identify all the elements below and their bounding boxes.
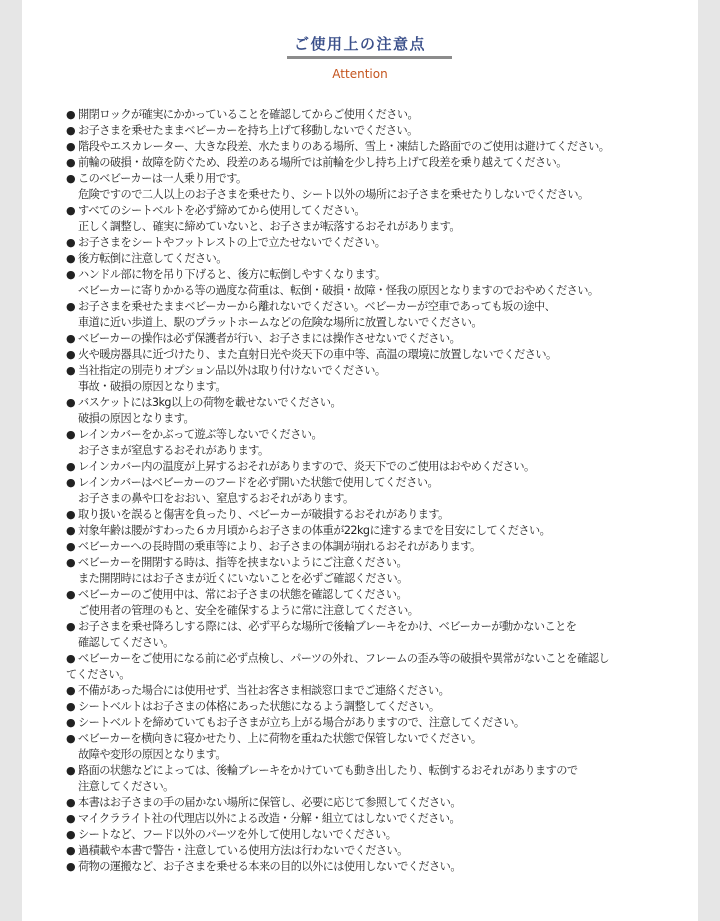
note-text: レインカバー内の温度が上昇するおそれがありますので、炎天下でのご使用はおやめください。 [78,460,535,473]
note-text: シートなど、フード以外のパーツを外して使用しないでください。 [78,828,397,841]
note-item [66,587,698,619]
note-text-continued: 危険ですので二人以上のお子さまを乗せたり、シート以外の場所にお子さまを乗せたりしないでください。 [78,188,589,201]
title-underline [287,56,452,59]
note-item [66,475,698,507]
attention-page [22,0,698,921]
note-text-continued: 破損の原因となります。 [78,412,195,425]
note-item [66,619,698,651]
note-text: 路面の状態などによっては、後輪ブレーキをかけていても動き出したり、転倒するおそれがありますので [78,764,578,777]
bullet-icon: ● [66,300,76,313]
note-item [66,507,698,523]
note-text: シートベルトはお子さまの体格にあった状態になるよう調整してください。 [78,700,440,713]
note-text: 対象年齢は腰がすわった６カ月頃からお子さまの体重が22kgに達するまでを目安にしてください。 [78,524,551,537]
note-text-continued: 故障や変形の原因となります。 [78,748,227,761]
bullet-icon: ● [66,428,76,441]
note-text-continued: ベビーカーに寄りかかる等の過度な荷重は、転倒・破損・故障・怪我の原因となりますのでおやめください。 [78,284,599,297]
note-item [66,795,698,811]
bullet-icon: ● [66,796,76,809]
bullet-icon: ● [66,620,76,633]
note-text: 荷物の運搬など、お子さまを乗せる本来の目的以外には使用しないでください。 [78,860,461,873]
note-text: 過積載や本書で警告・注意している使用方法は行わないでください。 [78,844,408,857]
note-item [66,715,698,731]
note-text-continued: お子さまが窒息するおそれがあります。 [78,444,269,457]
bullet-icon: ● [66,844,76,857]
bullet-icon: ● [66,700,76,713]
note-item [66,459,698,475]
note-text: ベビーカーをご使用になる前に必ず点検し、パーツの外れ、フレームの歪み等の破損や異常がないことを確認し [78,652,609,665]
bullet-icon: ● [66,396,76,409]
bullet-icon: ● [66,860,76,873]
note-text: すべてのシートベルトを必ず締めてから使用してください。 [78,204,365,217]
note-text-continued: 注意してください。 [78,780,174,793]
page-title: ご使用上の注意点 [293,35,426,53]
note-item [66,347,698,363]
bullet-icon: ● [66,236,76,249]
note-text: 開閉ロックが確実にかかっていることを確認してからご使用ください。 [78,108,419,121]
note-text: 前輪の破損・故障を防ぐため、段差のある場所では前輪を少し持ち上げて段差を乗り越えてください。 [78,156,567,169]
note-item [66,155,698,171]
note-text: お子さまを乗せたままベビーカーから離れないでください。ベビーカーが空車であっても坂の途中、 [78,300,556,313]
note-text: このベビーカーは一人乗り用です。 [78,172,247,185]
bullet-icon: ● [66,204,76,217]
note-item [66,699,698,715]
note-text-continued: 確認してください。 [78,636,174,649]
note-item [66,331,698,347]
note-text: お子さまをシートやフットレストの上で立たせないでください。 [78,236,386,249]
note-item [66,555,698,587]
note-item [66,235,698,251]
note-text: マイクラライト社の代理店以外による改造・分解・組立てはしないでください。 [78,812,461,825]
note-item [66,427,698,459]
note-text: レインカバーをかぶって遊ぶ等しないでください。 [78,428,323,441]
note-item [66,859,698,875]
bullet-icon: ● [66,828,76,841]
note-item [66,827,698,843]
note-text: ベビーカーの操作は必ず保護者が行い、お子さまには操作させないでください。 [78,332,461,345]
notes-list [66,107,698,875]
bullet-icon: ● [66,588,76,601]
bullet-icon: ● [66,524,76,537]
note-text-continued: 事故・破損の原因となります。 [78,380,227,393]
bullet-icon: ● [66,652,76,665]
bullet-icon: ● [66,508,76,521]
bullet-icon: ● [66,476,76,489]
bullet-icon: ● [66,124,76,137]
page-subtitle: Attention [332,67,388,81]
note-text: バスケットには3kg以上の荷物を載せないでください。 [78,396,342,409]
note-item [66,843,698,859]
note-text: ベビーカーのご使用中は、常にお子さまの状態を確認してください。 [78,588,408,601]
note-text-continued: お子さまの鼻や口をおおい、窒息するおそれがあります。 [78,492,354,505]
bullet-icon: ● [66,332,76,345]
note-text-continued: また開閉時にはお子さまが近くにいないことを必ずご確認ください。 [78,572,408,585]
bullet-icon: ● [66,108,76,121]
bullet-icon: ● [66,172,76,185]
note-text: レインカバーはベビーカーのフードを必ず開いた状態で使用してください。 [78,476,439,489]
bullet-icon: ● [66,156,76,169]
note-text: お子さまを乗せたままベビーカーを持ち上げて移動しないでください。 [78,124,418,137]
note-text: ベビーカーを横向きに寝かせたり、上に荷物を重ねた状態で保管しないでください。 [78,732,482,745]
note-item [66,763,698,795]
note-item [66,267,698,299]
bullet-icon: ● [66,716,76,729]
note-text: お子さまを乗せ降ろしする際には、必ず平らな場所で後輪ブレーキをかけ、ベビーカーが動かないことを [78,620,577,633]
note-text: ハンドル部に物を吊り下げると、後方に転倒しやすくなります。 [78,268,386,281]
note-item [66,107,698,123]
note-text: 火や暖房器具に近づけたり、また直射日光や炎天下の車中等、高温の環境に放置しないでください。 [78,348,557,361]
note-text: 取り扱いを誤ると傷害を負ったり、ベビーカーが破損するおそれがあります。 [78,508,449,521]
bullet-icon: ● [66,684,76,697]
bullet-icon: ● [66,732,76,745]
note-item [66,363,698,395]
note-item [66,395,698,427]
bullet-icon: ● [66,252,76,265]
note-item [66,523,698,539]
bullet-icon: ● [66,140,76,153]
bullet-icon: ● [66,460,76,473]
note-item [66,651,698,683]
note-text: シートベルトを締めていてもお子さまが立ち上がる場合がありますので、注意してください。 [78,716,525,729]
bullet-icon: ● [66,812,76,825]
bullet-icon: ● [66,764,76,777]
note-item [66,683,698,699]
note-text: ベビーカーを開閉する時は、指等を挟まないようにご注意ください。 [78,556,408,569]
note-item [66,123,698,139]
note-text: 不備があった場合には使用せず、当社お客さま相談窓口までご連絡ください。 [78,684,450,697]
note-item [66,203,698,235]
note-item [66,299,698,331]
note-text: 階段やエスカレーター、大きな段差、水たまりのある場所、雪上・凍結した路面でのご使用は避けてください。 [78,140,610,153]
note-text-continued: てください。 [66,668,130,681]
bullet-icon: ● [66,556,76,569]
bullet-icon: ● [66,364,76,377]
bullet-icon: ● [66,540,76,553]
bullet-icon: ● [66,348,76,361]
bullet-icon: ● [66,268,76,281]
note-item [66,171,698,203]
note-text-continued: 車道に近い歩道上、駅のプラットホームなどの危険な場所に放置しないでください。 [78,316,483,329]
note-text: 当社指定の別売りオプション品以外は取り付けないでください。 [78,364,386,377]
note-item [66,139,698,155]
note-item [66,251,698,267]
note-item [66,811,698,827]
note-text-continued: 正しく調整し、確実に締めていないと、お子さまが転落するおそれがあります。 [78,220,461,233]
note-text: 後方転倒に注意してください。 [78,252,227,265]
note-text-continued: ご使用者の管理のもと、安全を確保するように常に注意してください。 [78,604,419,617]
note-item [66,731,698,763]
note-text: ベビーカーへの長時間の乗車等により、お子さまの体調が崩れるおそれがあります。 [78,540,481,553]
note-text: 本書はお子さまの手の届かない場所に保管し、必要に応じて参照してください。 [78,796,461,809]
note-item [66,539,698,555]
